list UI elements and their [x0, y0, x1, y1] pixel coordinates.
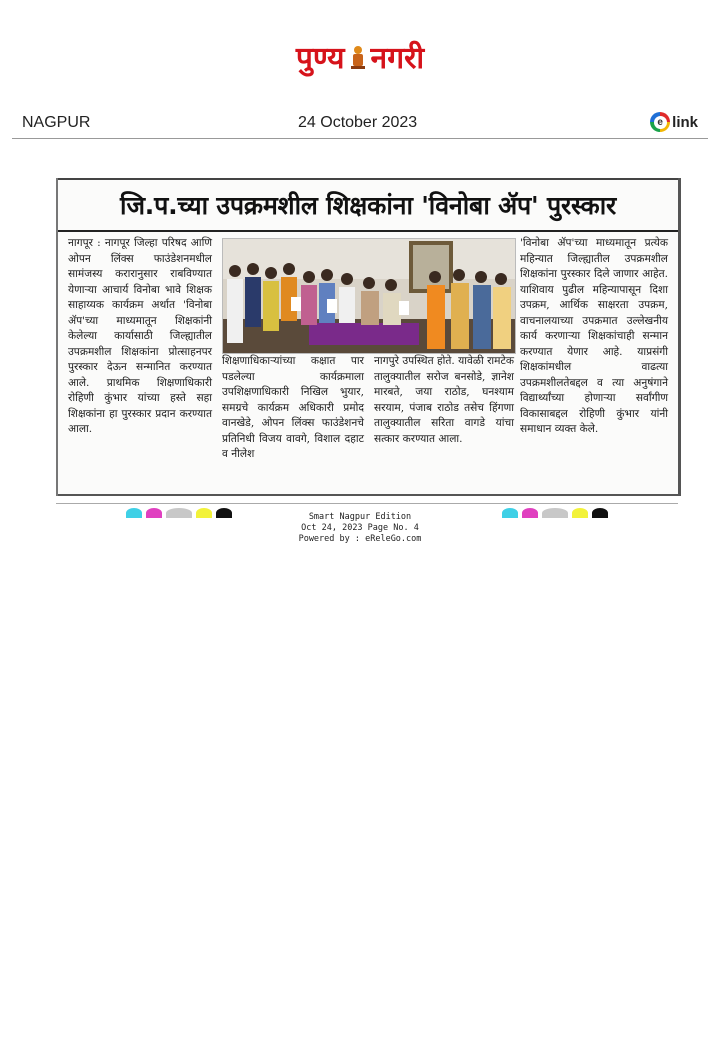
emblem-icon	[348, 44, 368, 70]
footer-powered-by[interactable]: Powered by : eReleGo.com	[298, 534, 422, 544]
article-clipping[interactable]	[56, 178, 681, 496]
article-column-right: 'विनोबा ॲप'च्या माध्यमातून प्रत्येक महिन्यात जिल्ह्यातील उपक्रमशील शिक्षकांना पुरस्कार दिले जाणार आहेत. याशिवाय पुढील महिन्यापासून दिशा उपक्रम, आर्थिक साक्षरता उपक्रम, वाचनालयाच्या उपक्रमात उल्लेखनीय कार्य करणाऱ्या शिक्षकांचाही सन्मान करण्यात येणार आहे. याप्रसंगी शिक्षकांमधील वाढत्या उपक्रमशीलतेबद्दल व त्या अनुषंगाने विद्यार्थ्यांच्या होणाऱ्या सर्वांगीण विकासाबद्दल रोहिणी कुंभार यांनी समाधान व्यक्त केले.	[520, 237, 668, 435]
headline-rule	[58, 230, 678, 232]
page-footer	[0, 512, 720, 545]
edition-info-row	[22, 112, 702, 136]
elink-letter: e	[654, 116, 667, 129]
clip-top-rule	[58, 178, 678, 180]
group-photo-image	[223, 239, 515, 353]
article-column-middle-1: शिक्षणाधिकाऱ्यांच्या कक्षात पार पडलेल्या कार्यक्रमाला उपशिक्षणाधिकारी निखिल भुयार, समग्रचे कार्यक्रम अधिकारी प्रमोद वानखेडे, ओपन लिंक्स फाउंडेशनचे प्रतिनिधी विजय वावगे, विशाल दहाट व नीलेश	[222, 355, 364, 460]
logo-text-right: नगरी	[370, 41, 425, 76]
footer-divider	[56, 503, 678, 504]
logo-text-left: पुण्य	[295, 41, 345, 76]
article-headline: जि.प.च्या उपक्रमशील शिक्षकांना 'विनोबा ॲप' पुरस्कार	[119, 191, 617, 220]
edition-date: 24 October 2023	[298, 114, 418, 131]
masthead	[0, 36, 720, 77]
footer-page-info: Oct 24, 2023 Page No. 4	[301, 523, 419, 533]
clip-bottom-rule	[58, 494, 678, 496]
article-column-left: नागपूर : नागपूर जिल्हा परिषद आणि ओपन लिंक्स फाउंडेशनमधील सामंजस्य करारानुसार राबविण्यात येणाऱ्या आचार्य विनोबा भावे शिक्षक साहाय्यक कार्यक्रम अर्थात 'विनोबा ॲप'च्या माध्यमातून शिक्षकांनी केलेल्या कार्यासाठी जिल्ह्यातील उपक्रमशील शिक्षकांना प्रोत्साहनपर पुरस्कार देऊन सन्मानित करण्यात आले. प्राथमिक शिक्षणाधिकारी रोहिणी कुंभार यांच्या हस्ते सहा शिक्षकांना हा पुरस्कार प्रदान करण्यात आला.	[68, 237, 212, 435]
edition-city: NAGPUR	[22, 114, 91, 131]
footer-edition: Smart Nagpur Edition	[308, 512, 412, 522]
article-column-middle-2: नागपुरे उपस्थित होते. यावेळी रामटेक तालुक्यातील सरोज बनसोडे, ज्ञानेश मारबते, जया राठोड, घनश्याम सरयाम, पंजाब राठोड तसेच हिंगणा तालुक्यातील सरिता वागडे यांचा सत्कार करण्यात आला.	[374, 355, 514, 445]
article-photo	[222, 238, 516, 354]
elink-text: link	[672, 113, 698, 131]
header-divider	[12, 138, 708, 139]
elink-logo[interactable]	[650, 112, 698, 132]
newspaper-logo[interactable]	[296, 36, 424, 77]
elink-circle-icon	[650, 112, 670, 132]
